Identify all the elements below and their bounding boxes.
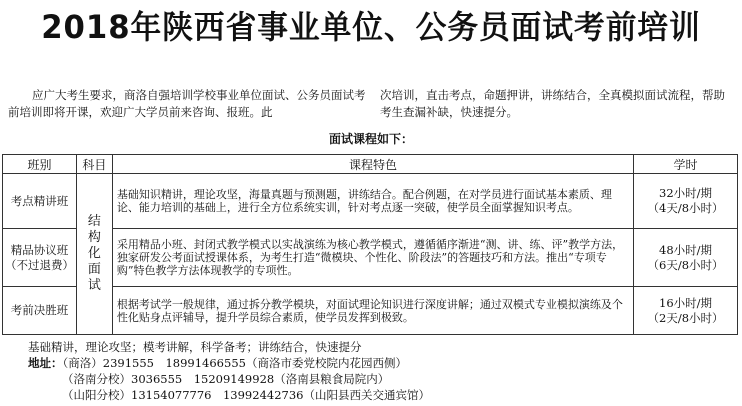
header-subject: 科目 xyxy=(76,155,112,174)
footer-motto: 基础精讲，理论攻坚；模考讲解，科学备考；讲练结合，快速提分 xyxy=(28,340,362,354)
hours-cell xyxy=(634,229,738,287)
table-row xyxy=(3,174,738,229)
header-hours: 学时 xyxy=(634,155,738,174)
class-name: 精品协议班 xyxy=(10,242,69,257)
course-features: 采用精品小班、封闭式教学模式以实战演练为核心教学模式，遵循循序渐进“测、讲、练、评”教学方法，独家研发公考面试授课体系，为考生打造“微模块、个性化、阶段法”的答题技巧和方法。推出“专项专购”特色教学方法体现教学的专项性。 xyxy=(112,229,633,287)
intro-paragraph-left: 应广大考生要求，商洛自强培训学校事业单位面试、公务员面试考前培训即将开课，欢迎广大学员前来咨询、报班。此 xyxy=(8,88,366,119)
course-features: 根据考试学一般规律，通过拆分教学模块，对面试理论知识进行深度讲解；通过双模式专业模拟演练及个性化贴身点评辅导，提升学员综合素质，使学员发挥到极致。 xyxy=(112,287,633,335)
course-table xyxy=(2,154,738,335)
hours-detail: （2天/8小时） xyxy=(647,310,724,325)
hours-value: 16小时/期 xyxy=(659,295,713,310)
subject-cell xyxy=(76,174,112,335)
intro-paragraph-right: 次培训，直击考点，命题押讲，讲练结合，全真模拟面试流程，帮助考生查漏补缺，快速提分。 xyxy=(380,88,725,119)
page-title: 2018年陕西省事业单位、公务员面试考前培训 xyxy=(41,8,701,46)
class-name: 考点精讲班 xyxy=(3,174,77,229)
hours-value: 48小时/期 xyxy=(659,242,713,257)
header-class: 班别 xyxy=(3,155,77,174)
table-header-row xyxy=(3,155,738,174)
hours-detail: （4天/8小时） xyxy=(647,201,724,215)
hours-cell xyxy=(634,287,738,335)
class-name-cell xyxy=(3,229,77,287)
hours-cell xyxy=(634,174,738,229)
address-luonan: （洛南分校）3036555 15209149928（洛南县粮食局院内） xyxy=(62,372,390,386)
course-table-heading: 面试课程如下： xyxy=(328,132,413,146)
hours-detail: （6天/8小时） xyxy=(647,257,724,272)
course-features: 基础知识精讲，理论攻坚，海量真题与预测题，讲练结合。配合例题，在对学员进行面试基本素质、理论、能力培训的基础上，进行全方位系统实训，针对考点逐一突破，使学员全面掌握知识考点。 xyxy=(112,174,633,229)
address-shanyang: （山阳分校）13154077776 13992442736（山阳县西关交通宾馆） xyxy=(62,388,430,402)
address-shangluo: （商洛）2391555 18991466555（商洛市委党校院内花园西侧） xyxy=(62,356,407,370)
address-line xyxy=(28,355,430,371)
class-note: （不过退费） xyxy=(4,257,74,272)
header-features: 课程特色 xyxy=(112,155,633,174)
hours-value: 32小时/期 xyxy=(659,186,713,200)
address-label: 地址： xyxy=(28,356,63,370)
table-row xyxy=(3,287,738,335)
class-name: 考前决胜班 xyxy=(3,287,77,335)
subject-name: 结构化面试 xyxy=(87,214,101,293)
table-row xyxy=(3,229,738,287)
footer xyxy=(28,339,430,403)
